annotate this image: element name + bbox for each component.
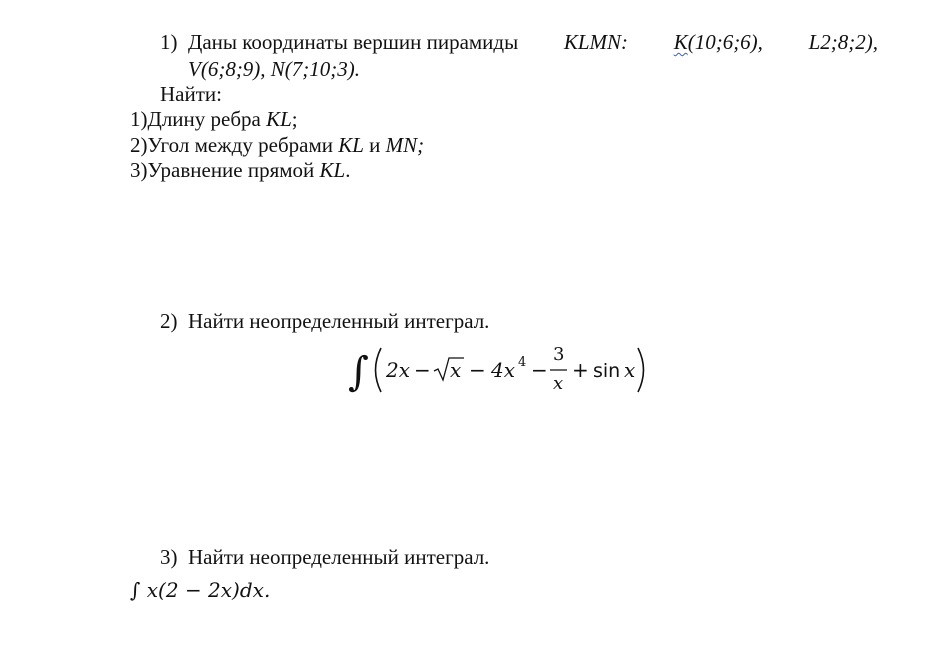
integral-sign: ∫	[348, 349, 369, 395]
integral-formula-1	[348, 340, 658, 400]
task-tail: .	[345, 158, 351, 182]
task-number: 1)	[130, 107, 148, 131]
left-paren	[376, 348, 382, 392]
minus-sign-2: −	[469, 358, 486, 382]
pyramid-name: KLMN:	[563, 30, 629, 54]
problem2-title: Найти неопределенный интеграл.	[188, 309, 490, 333]
task-text: Уравнение прямой	[147, 158, 320, 182]
task-item-1	[130, 107, 298, 132]
task-tail: ;	[291, 107, 298, 131]
problem3-number: 3)	[160, 545, 178, 569]
task-item-3	[130, 158, 350, 183]
find-label: Найти:	[160, 82, 222, 106]
problem2-title-row	[160, 309, 489, 334]
term-4x: 4x	[491, 358, 516, 382]
point-k	[674, 30, 763, 55]
task-number: 2)	[130, 133, 148, 157]
term-2x: 2x	[386, 358, 411, 382]
problem1-intro: Даны координаты вершин пирамиды	[188, 30, 519, 54]
spellcheck-mark: K	[673, 30, 688, 54]
problem2-number: 2)	[160, 309, 178, 333]
task-text: Угол между ребрами	[147, 133, 339, 157]
point-l: L2;8;2),	[808, 30, 878, 54]
problem1-line2: V(6;8;9), N(7;10;3).	[188, 57, 361, 81]
task-item-2	[130, 133, 424, 158]
sqrt-argument: x	[450, 358, 462, 382]
problem3-title: Найти неопределенный интеграл.	[188, 545, 490, 569]
task-edge: KL	[319, 158, 346, 182]
minus-sign-3: −	[531, 358, 548, 382]
right-paren	[638, 348, 644, 392]
task-conj: и	[363, 133, 386, 157]
fraction-numerator: 3	[553, 344, 565, 365]
problem3-title-row	[160, 545, 489, 570]
fraction-denominator: x	[553, 373, 564, 394]
point-k-rest: (10;6;6),	[687, 30, 763, 54]
task-text: Длину ребра	[147, 107, 267, 131]
problem1-number: 1)	[160, 30, 178, 54]
task-edge-2: MN;	[385, 133, 425, 157]
sin-function: sin	[593, 360, 621, 382]
plus-sign: +	[572, 358, 589, 382]
task-number: 3)	[130, 158, 148, 182]
task-edge: KL	[266, 107, 292, 131]
exponent-4: 4	[518, 355, 527, 370]
integral-formula-2: ∫ x(2 − 2x)dx.	[130, 578, 271, 602]
sin-argument: x	[624, 358, 636, 382]
task-edge: KL	[338, 133, 364, 157]
minus-sign-1: −	[414, 358, 431, 382]
problem1-line1	[188, 30, 878, 55]
